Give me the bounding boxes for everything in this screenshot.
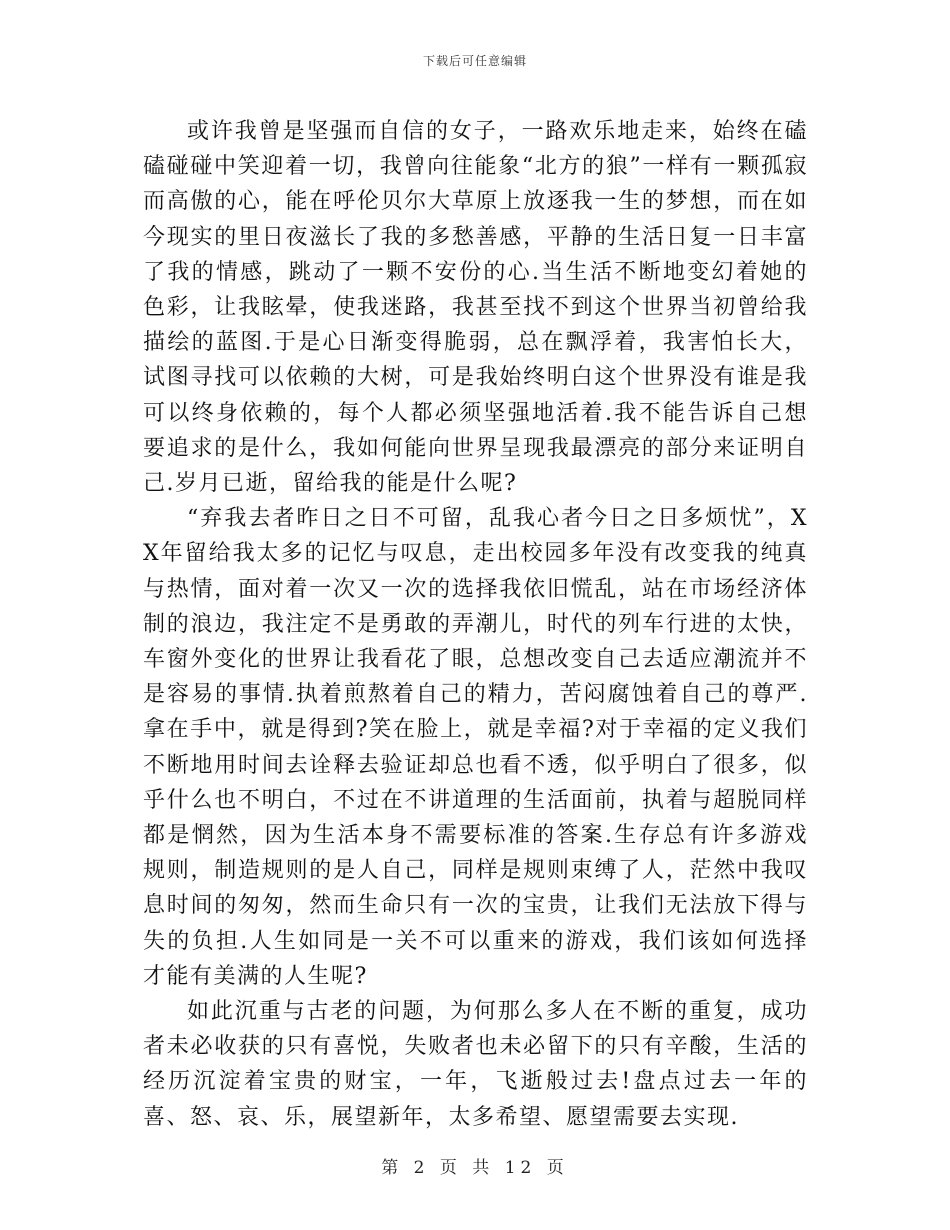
paragraph-1: 或许我曾是坚强而自信的女子，一路欢乐地走来，始终在磕磕碰碰中笑迎着一切，我曾向往能象“北方的狼”一样有一颗孤寂而高傲的心，能在呼伦贝尔大草原上放逐我一生的梦想，而在如今现实的里日夜滋长了我的多愁善感，平静的生活日复一日丰富了我的情感，跳动了一颗不安份的心.当生活不断地变幻着她的色彩，让我眩晕，使我迷路，我甚至找不到这个世界当初曾给我描绘的蓝图.于是心日渐变得脆弱，总在飘浮着，我害怕长大，试图寻找可以依赖的大树，可是我始终明白这个世界没有谁是我可以终身依赖的，每个人都必须坚强地活着.我不能告诉自己想要追求的是什么，我如何能向世界呈现我最漂亮的部分来证明自己.岁月已逝，留给我的能是什么呢? (143, 119, 808, 497)
document-body (143, 114, 808, 1135)
paragraph-3: 如此沉重与古老的问题，为何那么多人在不断的重复，成功者未必收获的只有喜悦，失败者也未必留下的只有辛酸，生活的经历沉淀着宝贵的财宝，一年，飞逝般过去!盘点过去一年的喜、怒、哀、乐，展望新年，太多希望、愿望需要去实现. (143, 999, 808, 1130)
page-number-footer: 第 2 页 共 12 页 (381, 1158, 569, 1178)
paragraph-2: “弃我去者昨日之日不可留，乱我心者今日之日多烦忧”，XX年留给我太多的记忆与叹息，走出校园多年没有改变我的纯真与热情，面对着一次又一次的选择我依旧慌乱，站在市场经济体制的浪边，我注定不是勇敢的弄潮儿，时代的列车行进的太快，车窗外变化的世界让我看花了眼，总想改变自己去适应潮流并不是容易的事情.执着煎熬着自己的精力，苦闷腐蚀着自己的尊严.拿在手中，就是得到?笑在脸上，就是幸福?对于幸福的定义我们不断地用时间去诠释去验证却总也看不透，似乎明白了很多，似乎什么也不明白，不过在不讲道理的生活面前，执着与超脱同样都是惘然，因为生活本身不需要标准的答案.生存总有许多游戏规则，制造规则的是人自己，同样是规则束缚了人，茫然中我叹息时间的匆匆，然而生命只有一次的宝贵，让我们无法放下得与失的负担.人生如同是一关不可以重来的游戏，我们该如何选择才能有美满的人生呢? (143, 506, 808, 989)
page-header: 下载后可任意编辑 (422, 54, 527, 68)
